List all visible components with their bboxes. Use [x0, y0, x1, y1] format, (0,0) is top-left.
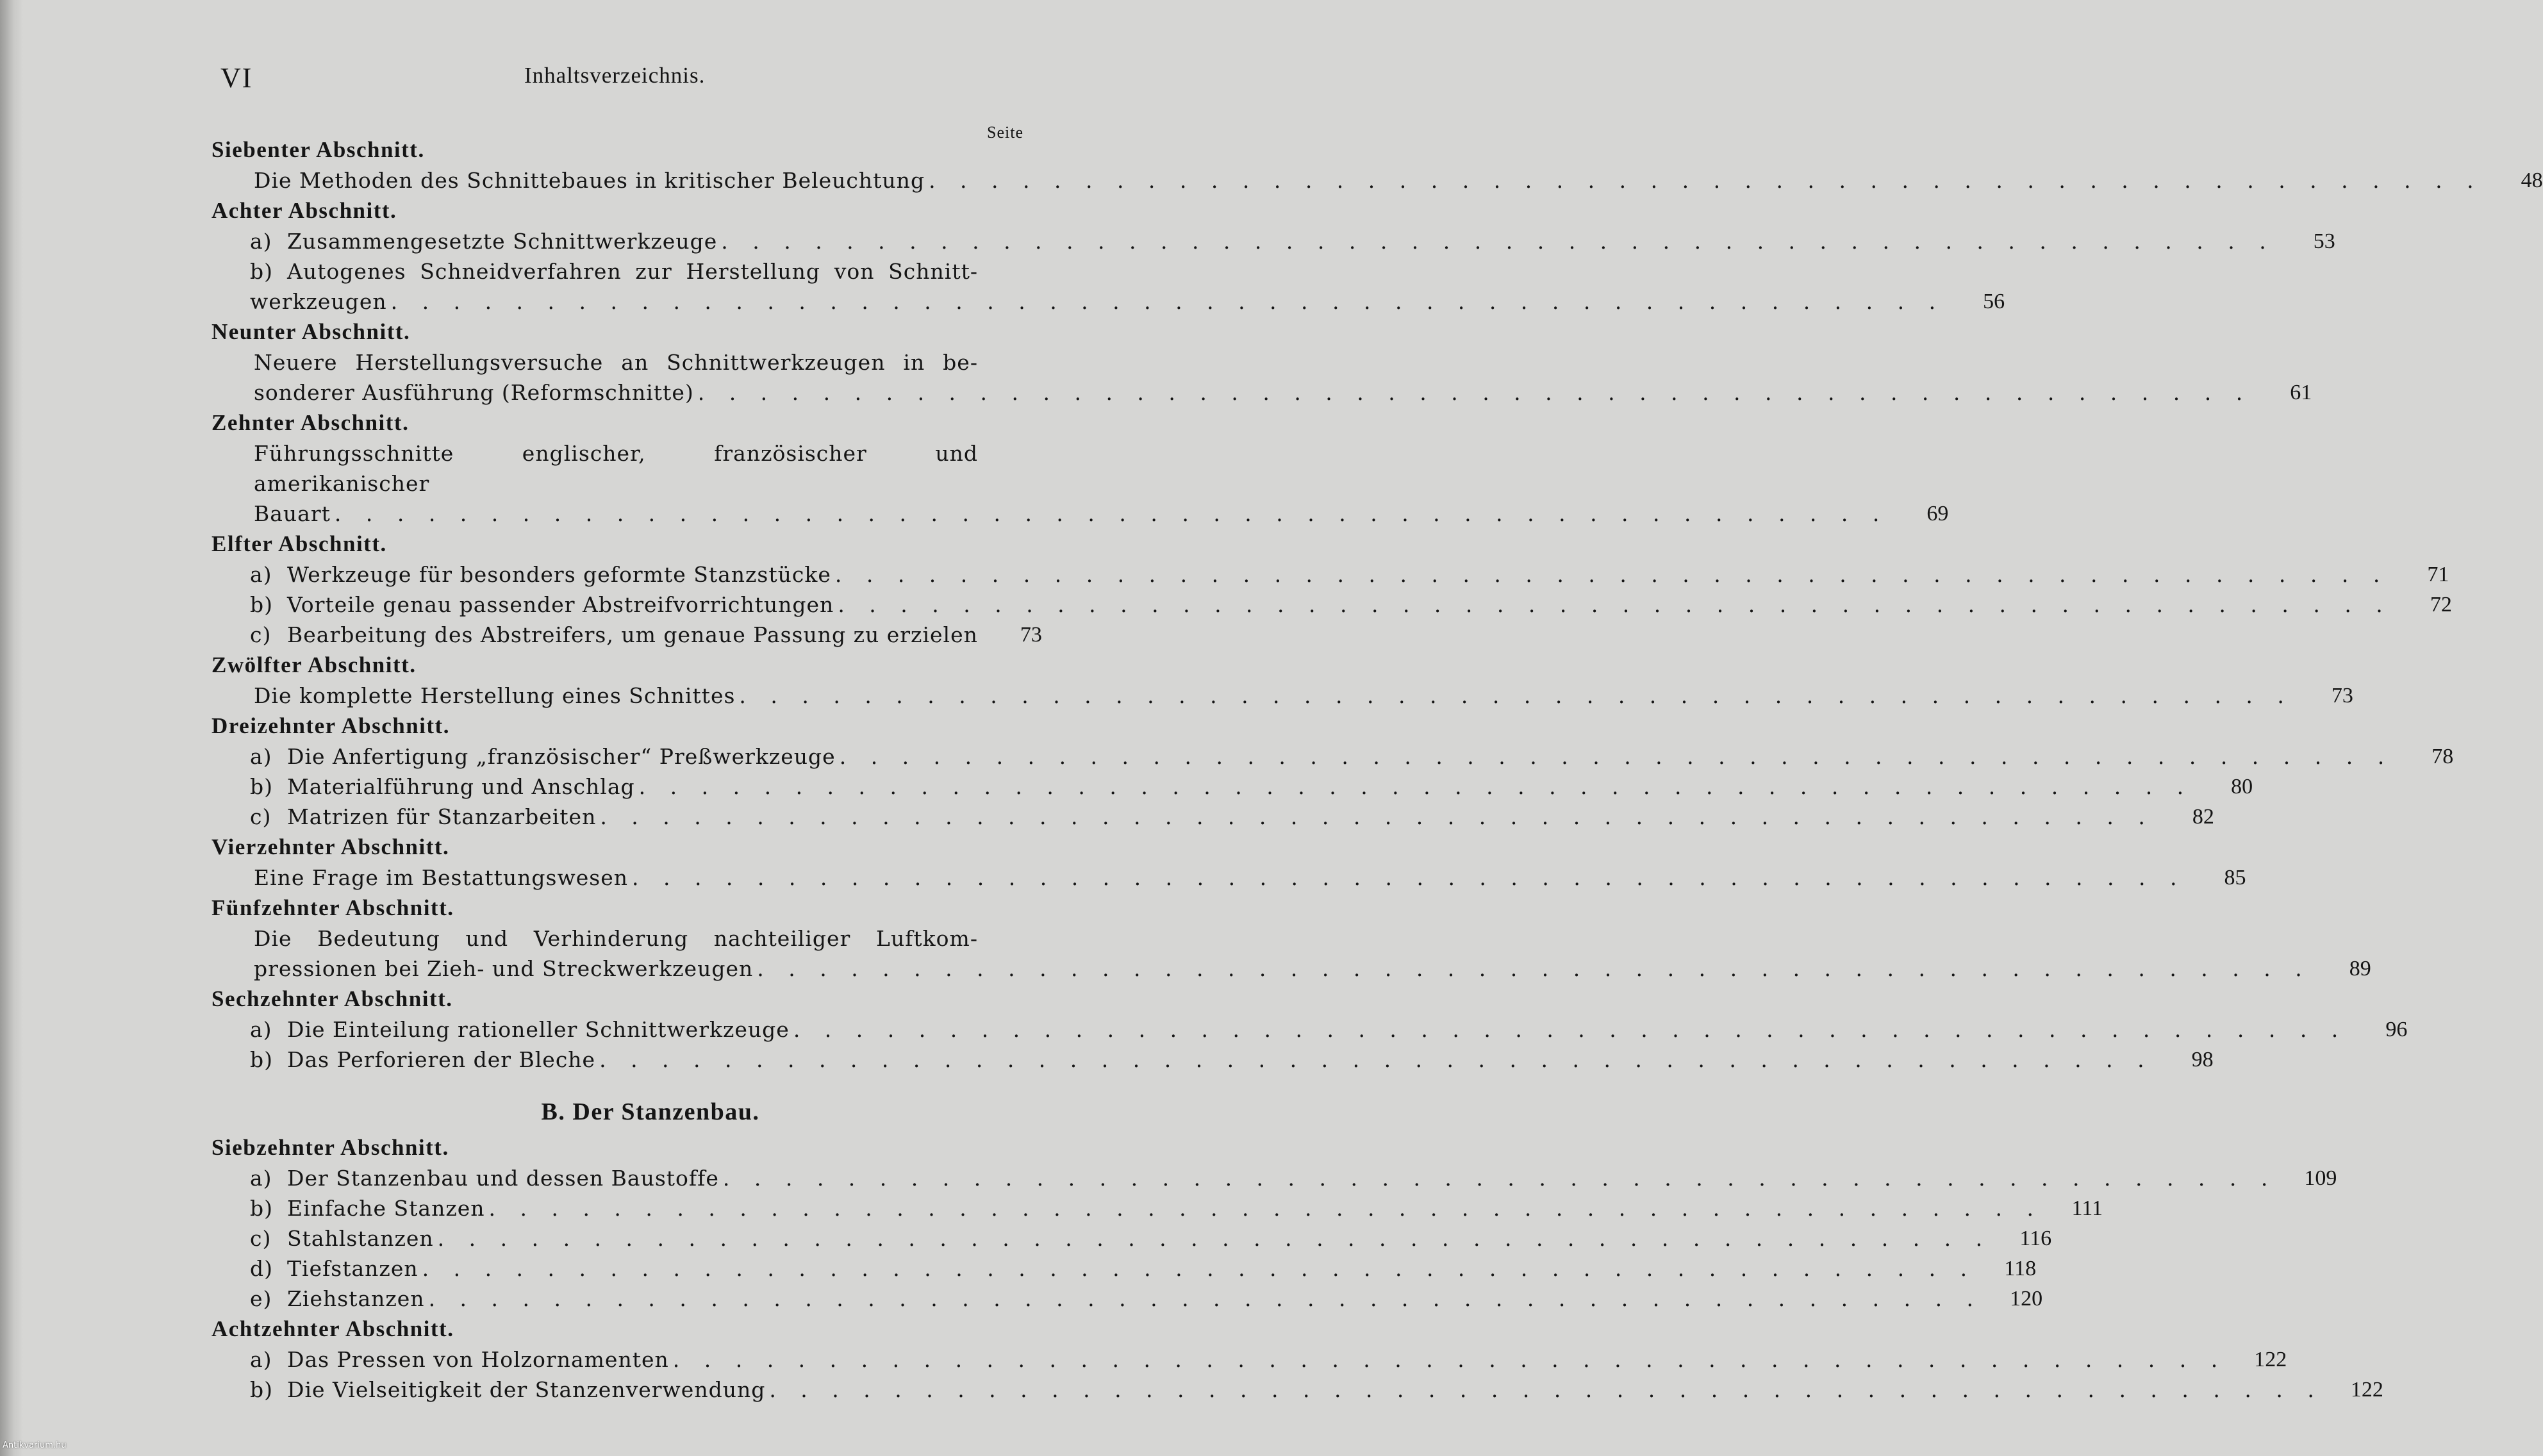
toc-entry[interactable] — [211, 954, 2371, 984]
entry-text: Tiefstanzen — [287, 1256, 418, 1281]
leader-dots: . . . . . . . . . . . . . . . . . . . . . . . . . . . . . . . . . . . . . . . . . . . . . . . . . . — [334, 501, 1889, 526]
entry-label: c) — [250, 804, 272, 829]
toc-entry[interactable] — [211, 559, 2449, 590]
entry-label: a) — [250, 229, 272, 254]
entry-label: c) — [250, 1226, 272, 1251]
section-heading: Elfter Abschnitt. — [211, 531, 387, 556]
toc-entry[interactable] — [211, 1284, 2043, 1314]
entry-label: c) — [250, 622, 272, 647]
running-title: Inhaltsverzeichnis. — [524, 63, 706, 88]
page-ref: 111 — [2071, 1196, 2103, 1220]
toc-entry[interactable] — [211, 1344, 2287, 1375]
toc-entry[interactable] — [211, 802, 2214, 832]
leader-dots: . . . . . . . . . . . . . . . . . . . . . . . . . . . . . . . . . . . . . . . . . . . . . . . . . . — [600, 804, 2154, 829]
entry-text: Matrizen für Stanzarbeiten — [287, 804, 597, 829]
table-of-contents — [211, 135, 2543, 1405]
entry-text: Der Stanzenbau und dessen Baustoffe — [287, 1166, 719, 1191]
page-ref: 96 — [2385, 1018, 2408, 1041]
page-ref: 118 — [2004, 1257, 2037, 1280]
page-ref: 61 — [2290, 381, 2312, 404]
leader-dots: . . . . . . . . . . . . . . . . . . . . . . . . . . . . . . . . . . . . . . . . . . . . . . . . . . — [769, 1377, 2323, 1402]
leader-dots: . . . . . . . . . . . . . . . . . . . . . . . . . . . . . . . . . . . . . . . . . . . . . . . . . . — [638, 774, 2193, 799]
toc-entry[interactable] — [211, 1193, 2103, 1223]
part-title: B. Der Stanzenbau. — [541, 1098, 760, 1125]
section-heading: Achter Abschnitt. — [211, 198, 397, 223]
entry-text: Materialführung und Anschlag — [287, 774, 635, 799]
leader-dots: . . . . . . . . . . . . . . . . . . . . . . . . . . . . . . . . . . . . . . . . . . . . . . . . . . — [599, 1047, 2153, 1072]
page-ref: 73 — [2331, 684, 2353, 707]
entry-text: Eine Frage im Bestattungswesen — [254, 865, 628, 890]
page-ref: 89 — [2349, 957, 2371, 980]
toc-entry[interactable] — [211, 377, 2312, 408]
toc-entry[interactable] — [211, 620, 1042, 650]
leader-dots: . . . . . . . . . . . . . . . . . . . . . . . . . . . . . . . . . . . . . . . . . . . . . . . . . . — [437, 1226, 1992, 1251]
entry-text: Stahlstanzen — [287, 1226, 434, 1251]
page-ref: 78 — [2431, 745, 2454, 768]
page-ref: 53 — [2313, 229, 2335, 253]
toc-entry[interactable] — [211, 286, 2005, 317]
leader-dots: . . . . . . . . . . . . . . . . . . . . . . . . . . . . . . . . . . . . . . . . . . . . . . . . . . — [390, 289, 1945, 314]
page-ref: 122 — [2254, 1348, 2287, 1371]
toc-entry[interactable] — [211, 165, 2543, 195]
leader-dots: . . . . . . . . . . . . . . . . . . . . . . . . . . . . . . . . . . . . . . . . . . . . . . . . . . — [838, 592, 2392, 617]
entry-text: Ziehstanzen — [287, 1286, 425, 1311]
toc-entry[interactable] — [211, 1045, 2214, 1075]
section-heading: Siebenter Abschnitt. — [211, 137, 425, 162]
leader-dots: . . . . . . . . . . . . . . . . . . . . . . . . . . . . . . . . . . . . . . . . . . . . . . . . . . — [793, 1017, 2348, 1042]
page-number: VI — [220, 62, 253, 94]
entry-label: b) — [250, 774, 273, 799]
entry-label: b) — [250, 1047, 273, 1072]
entry-label: e) — [250, 1286, 272, 1311]
toc-entry[interactable] — [211, 1014, 2408, 1045]
toc-entry[interactable] — [211, 590, 2452, 620]
entry-text: Die Vielseitigkeit der Stanzenverwendung — [287, 1377, 766, 1402]
entry-label: d) — [250, 1256, 273, 1281]
toc-entry[interactable] — [211, 681, 2353, 711]
leader-dots: . . . . . . . . . . . . . . . . . . . . . . . . . . . . . . . . . . . . . . . . . . . . . . . . . . — [722, 1166, 2277, 1191]
toc-section — [211, 832, 2246, 893]
page-ref: 80 — [2231, 775, 2253, 798]
page-ref: 109 — [2304, 1166, 2337, 1190]
toc-section — [211, 195, 2335, 317]
page-ref: 120 — [2010, 1287, 2043, 1311]
leader-dots: . . . . . . . . . . . . . . . . . . . . . . . . . . . . . . . . . . . . . . . . . . . . . . . . . . — [929, 168, 2483, 193]
page-ref: 73 — [1020, 623, 1042, 647]
entry-label: a) — [250, 1166, 272, 1191]
entry-label: a) — [250, 1017, 272, 1042]
watermark: Antikvarium.hu — [3, 1441, 67, 1450]
page-ref: 98 — [2191, 1048, 2214, 1071]
leader-dots: . . . . . . . . . . . . . . . . . . . . . . . . . . . . . . . . . . . . . . . . . . . . . . . . . . — [721, 229, 2275, 254]
toc-section — [211, 1314, 2383, 1405]
toc-section — [211, 529, 2452, 650]
entry-text: Das Perforieren der Bleche — [287, 1047, 596, 1072]
leader-dots: . . . . . . . . . . . . . . . . . . . . . . . . . . . . . . . . . . . . . . . . . . . . . . . . . . — [697, 380, 2252, 405]
entry-text: Die komplette Herstellung eines Schnittes — [254, 683, 736, 708]
section-heading: Zehnter Abschnitt. — [211, 410, 410, 435]
entry-label: b) — [250, 1377, 273, 1402]
leader-dots: . . . . . . . . . . . . . . . . . . . . . . . . . . . . . . . . . . . . . . . . . . . . . . . . . . — [757, 956, 2311, 981]
toc-entry[interactable] — [211, 772, 2253, 802]
section-heading: Dreizehnter Abschnitt. — [211, 713, 450, 738]
entry-text: Werkzeuge für besonders geformte Stanzstücke — [287, 562, 831, 587]
toc-entry[interactable] — [211, 1375, 2383, 1405]
leader-dots: . . . . . . . . . . . . . . . . . . . . . . . . . . . . . . . . . . . . . . . . . . . . . . . . . . — [631, 865, 2186, 890]
page-ref: 71 — [2427, 563, 2449, 586]
toc-section — [211, 135, 2543, 195]
page-ref: 122 — [2350, 1378, 2383, 1402]
toc-entry[interactable] — [211, 1223, 2052, 1253]
page-ref: 48 — [2521, 169, 2543, 192]
toc-section — [211, 408, 1949, 529]
leader-dots: . . . . . . . . . . . . . . . . . . . . . . . . . . . . . . . . . . . . . . . . . . . . . . . . . . — [739, 683, 2293, 708]
entry-text: pressionen bei Zieh- und Streckwerkzeugen — [254, 956, 754, 981]
leader-dots: . . . . . . . . . . . . . . . . . . . . . . . . . . . . . . . . . . . . . . . . . . . . . . . . . . — [672, 1347, 2227, 1372]
toc-entry[interactable] — [211, 863, 2246, 893]
toc-entry-first-line: Führungsschnitte englischer, französischer und amerikanischer — [254, 441, 978, 496]
section-heading: Vierzehnter Abschnitt. — [211, 834, 450, 859]
toc-entry[interactable] — [211, 1163, 2337, 1193]
page-ref: 116 — [2019, 1227, 2052, 1250]
page-ref: 85 — [2224, 866, 2246, 889]
toc-section — [211, 650, 2353, 711]
leader-dots: . . . . . . . . . . . . . . . . . . . . . . . . . . . . . . . . . . . . . . . . . . . . . . . . . . — [428, 1286, 1983, 1311]
page-ref: 82 — [2192, 805, 2214, 829]
entry-label: a) — [250, 1347, 272, 1372]
toc-entry-first-line — [211, 256, 1038, 286]
entry-text: werkzeugen — [250, 289, 387, 314]
leader-dots: . . . . . . . . . . . . . . . . . . . . . . . . . . . . . . . . . . . . . . . . . . . . . . . . . . — [834, 562, 2389, 587]
entry-text: sonderer Ausführung (Reformschnitte) — [254, 380, 694, 405]
section-heading: Siebzehnter Abschnitt. — [211, 1135, 449, 1160]
toc-entry-first-line: Neuere Herstellungsversuche an Schnittwerkzeugen in be- — [254, 350, 978, 375]
toc-section — [211, 711, 2454, 832]
leader-dots: . . . . . . . . . . . . . . . . . . . . . . . . . . . . . . . . . . . . . . . . . . . . . . . . . . — [488, 1196, 2043, 1221]
section-heading: Fünfzehnter Abschnitt. — [211, 895, 454, 920]
toc-entry[interactable] — [211, 1253, 2037, 1284]
page-ref: 56 — [1983, 290, 2005, 313]
toc-entry-first-line: Die Bedeutung und Verhinderung nachteiliger Luftkom- — [254, 926, 978, 951]
section-heading: Zwölfter Abschnitt. — [211, 652, 417, 677]
toc-entry[interactable] — [211, 226, 2335, 256]
entry-label: b) — [250, 592, 273, 617]
leader-dots: . . . . . . . . . . . . . . . . . . . . . . . . . . . . . . . . . . . . . . . . . . . . . . . . . . — [422, 1256, 1976, 1281]
section-heading: Neunter Abschnitt. — [211, 319, 411, 344]
toc-entry[interactable] — [211, 741, 2454, 772]
page-binding-edge — [0, 0, 23, 1456]
entry-label: b) — [250, 1196, 273, 1221]
entry-label: a) — [250, 562, 272, 587]
entry-text: Einfache Stanzen — [287, 1196, 485, 1221]
entry-text: Die Anfertigung „französischer“ Preßwerkzeuge — [287, 744, 836, 769]
leader-dots: . . . . . . . . . . . . . . . . . . . . . . . . . . . . . . . . . . . . . . . . . . . . . . . . . . — [839, 744, 2394, 769]
entry-label: a) — [250, 744, 272, 769]
entry-text: Zusammengesetzte Schnittwerkzeuge — [287, 229, 718, 254]
toc-section — [211, 1132, 2337, 1314]
seite-column-label: Seite — [987, 123, 1023, 142]
toc-section — [211, 893, 2371, 984]
section-heading: Achtzehnter Abschnitt. — [211, 1316, 454, 1341]
running-head — [0, 56, 1092, 95]
entry-label: b) — [250, 259, 273, 284]
entry-text: Die Einteilung rationeller Schnittwerkzeuge — [287, 1017, 790, 1042]
toc-section — [211, 317, 2312, 408]
entry-text: Bauart — [254, 501, 331, 526]
toc-entry[interactable] — [211, 499, 1949, 529]
section-heading: Sechzehnter Abschnitt. — [211, 986, 453, 1011]
entry-text-line1: Autogenes Schneidverfahren zur Herstellung von Schnitt- — [287, 259, 978, 284]
page-ref: 69 — [1926, 502, 1949, 525]
entry-text: Die Methoden des Schnittebaues in kritischer Beleuchtung — [254, 168, 925, 193]
entry-text: Das Pressen von Holzornamenten — [287, 1347, 669, 1372]
page-ref: 72 — [2430, 593, 2452, 616]
entry-text: Bearbeitung des Abstreifers, um genaue Passung zu erzielen — [287, 622, 978, 647]
entry-text: Vorteile genau passender Abstreifvorrichtungen — [287, 592, 834, 617]
toc-section — [211, 984, 2408, 1075]
